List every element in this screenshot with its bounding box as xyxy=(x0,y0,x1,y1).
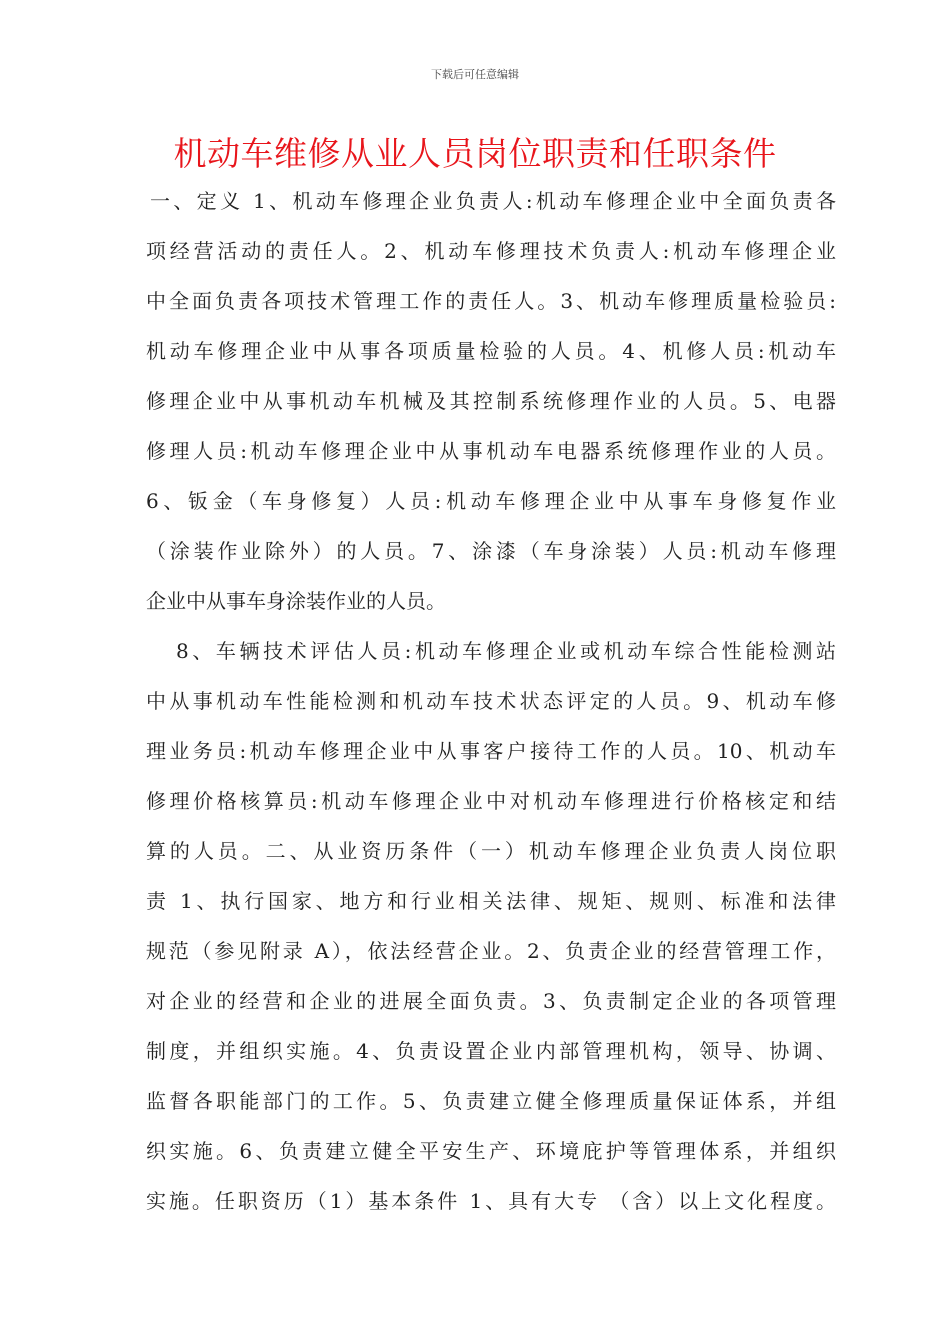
text-line: 中全面负责各项技术管理工作的责任人。3、机动车修理质量检验员: xyxy=(146,289,836,313)
paragraph-1 xyxy=(146,176,836,626)
text-line: 企业中从事车身涂装作业的人员。 xyxy=(146,589,446,613)
text-line: 6、钣金（车身修复）人员:机动车修理企业中从事车身修复作业 xyxy=(146,489,836,513)
text-line: 算的人员。二、从业资历条件（一）机动车修理企业负责人岗位职 xyxy=(146,839,836,863)
text-line: 项经营活动的责任人。2、机动车修理技术负责人:机动车修理企业 xyxy=(146,239,836,263)
text-line: 中从事机动车性能检测和机动车技术状态评定的人员。9、机动车修 xyxy=(146,689,836,713)
text-line: 修理价格核算员:机动车修理企业中对机动车修理进行价格核定和结 xyxy=(146,789,836,813)
text-line: 制度，并组织实施。4、负责设置企业内部管理机构，领导、协调、 xyxy=(146,1039,836,1063)
text-line: 修理企业中从事机动车机械及其控制系统修理作业的人员。5、电器 xyxy=(146,389,836,413)
text-line: 监督各职能部门的工作。5、负责建立健全修理质量保证体系，并组 xyxy=(146,1089,836,1113)
header-note: 下载后可任意编辑 xyxy=(431,68,519,81)
paragraph-2 xyxy=(146,626,836,1226)
text-line: 理业务员:机动车修理企业中从事客户接待工作的人员。10、机动车 xyxy=(146,739,836,763)
text-line: 一、定义 1、机动车修理企业负责人:机动车修理企业中全面负责各 xyxy=(150,189,836,213)
text-line: 对企业的经营和企业的进展全面负责。3、负责制定企业的各项管理 xyxy=(146,989,836,1013)
text-line: （涂装作业除外）的人员。7、涂漆（车身涂装）人员:机动车修理 xyxy=(146,539,836,563)
text-line: 8、车辆技术评估人员:机动车修理企业或机动车综合性能检测站 xyxy=(176,639,836,663)
text-line: 织实施。6、负责建立健全平安生产、环境庇护等管理体系，并组织 xyxy=(146,1139,836,1163)
text-line: 修理人员:机动车修理企业中从事机动车电器系统修理作业的人员。 xyxy=(146,439,836,463)
text-line: 责 1、执行国家、地方和行业相关法律、规矩、规则、标准和法律 xyxy=(146,889,836,913)
text-line: 机动车修理企业中从事各项质量检验的人员。4、机修人员:机动车 xyxy=(146,339,836,363)
text-line: 实施。任职资历（1）基本条件 1、具有大专 （含）以上文化程度。 xyxy=(146,1189,836,1213)
document-title: 机动车维修从业人员岗位职责和任职条件 xyxy=(173,134,777,173)
text-line: 规范（参见附录 A），依法经营企业。2、负责企业的经营管理工作， xyxy=(146,939,836,963)
